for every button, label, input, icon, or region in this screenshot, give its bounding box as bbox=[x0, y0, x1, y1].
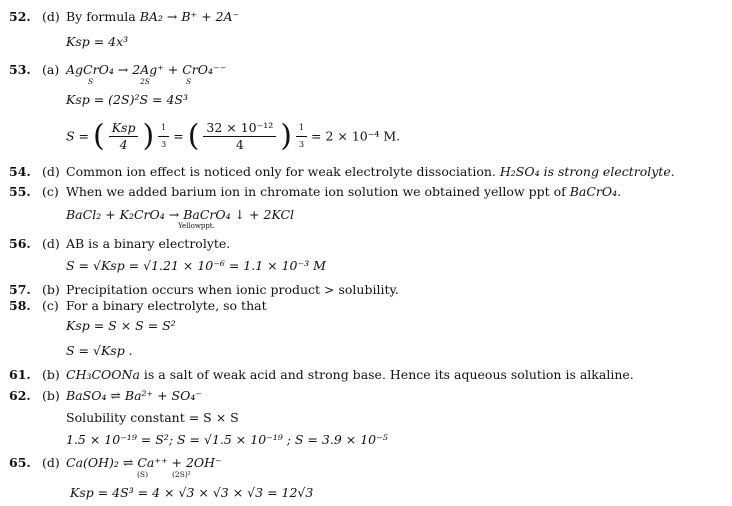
q53-frac-num: Ksp bbox=[109, 120, 139, 137]
q62-option: (b) bbox=[42, 388, 60, 403]
q65-s1: (S) bbox=[137, 470, 148, 479]
q53-exp-num: 1 bbox=[158, 120, 169, 137]
q53-value-den: 4 bbox=[235, 137, 244, 152]
q53-exp2-den: 3 bbox=[298, 140, 305, 149]
q55-option: (c) bbox=[42, 184, 59, 199]
q58-eq1: Ksp = S × S = S² bbox=[66, 318, 176, 333]
q53-paren-open: ( bbox=[93, 118, 105, 154]
q62-equation: BaSO₄ ⇌ Ba²⁺ + SO₄⁻ bbox=[66, 388, 202, 403]
q65-option: (d) bbox=[42, 455, 60, 470]
q53-paren2-close: ) bbox=[280, 118, 292, 154]
q52-option: (d) bbox=[42, 9, 60, 24]
q53-result: = 2 × 10⁻⁴ M. bbox=[311, 128, 401, 144]
q53-exp-den: 3 bbox=[161, 140, 167, 149]
q53-s-label: S = bbox=[66, 128, 90, 144]
q53-paren2-open: ( bbox=[187, 118, 200, 154]
q53-s3: S bbox=[186, 77, 192, 86]
q61-lead: CH₃COONa bbox=[66, 367, 140, 382]
q53-exponent bbox=[158, 120, 169, 153]
q53-solubility bbox=[66, 120, 400, 160]
q61-line bbox=[66, 367, 634, 383]
q58-option: (c) bbox=[42, 298, 59, 313]
q52-number: 52. bbox=[9, 9, 31, 24]
q54-tail: H₂SO₄ is strong electrolyte. bbox=[499, 164, 675, 179]
q65-equation: Ca(OH)₂ ⇌ Ca⁺⁺ + 2OH⁻ bbox=[66, 455, 222, 470]
q53-paren-close: ) bbox=[142, 118, 155, 154]
q53-ksp-fraction bbox=[109, 120, 139, 153]
q53-ksp: Ksp = (2S)²S = 4S³ bbox=[66, 92, 188, 107]
q53-option: (a) bbox=[42, 62, 60, 77]
q62-eq2: 1.5 × 10⁻¹⁹ = S²; S = √1.5 × 10⁻¹⁹ ; S = 3.9 × 10⁻⁵ bbox=[66, 432, 388, 447]
q53-value-num: 32 × 10⁻¹² bbox=[203, 120, 276, 137]
q65-number: 65. bbox=[9, 455, 31, 470]
q57-option: (b) bbox=[42, 282, 60, 297]
q61-number: 61. bbox=[9, 367, 31, 382]
q53-s2: 2S bbox=[140, 77, 150, 86]
q65-ksp: Ksp = 4S³ = 4 × √3 × √3 × √3 = 12√3 bbox=[70, 485, 314, 500]
q54-option: (d) bbox=[42, 164, 60, 179]
q55-note: Yellowppt. bbox=[178, 222, 215, 230]
q55-line bbox=[66, 184, 621, 200]
q53-exp2-num: 1 bbox=[296, 120, 307, 137]
q53-exponent2 bbox=[296, 120, 307, 153]
q54-text: Common ion effect is noticed only for weak electrolyte dissociation. bbox=[66, 164, 496, 179]
q52-text: By formula bbox=[66, 9, 136, 24]
q54-line bbox=[66, 164, 675, 180]
q53-frac-den: 4 bbox=[119, 137, 128, 152]
q55-text: When we added barium ion in chromate ion solution we obtained yellow ppt of bbox=[66, 184, 566, 199]
q62-solubility: Solubility constant = S × S bbox=[66, 410, 239, 425]
q52-equation: BA₂ → B⁺ + 2A⁻ bbox=[139, 9, 240, 24]
q52-ksp: Ksp = 4x³ bbox=[66, 34, 129, 49]
q54-number: 54. bbox=[9, 164, 31, 179]
q53-s1: S bbox=[88, 77, 94, 86]
q53-value-fraction bbox=[203, 120, 276, 153]
q55-tail: BaCrO₄. bbox=[569, 184, 622, 199]
q53-number: 53. bbox=[9, 62, 31, 77]
q53-equation: AgCrO₄ → 2Ag⁺ + CrO₄⁻⁻ bbox=[66, 62, 227, 77]
q55-equation: BaCl₂ + K₂CrO₄ → BaCrO₄ ↓ + 2KCl bbox=[66, 207, 295, 222]
q57-text: Precipitation occurs when ionic product > solubility. bbox=[66, 282, 399, 297]
q53-equals: = bbox=[173, 128, 184, 144]
q58-eq2: S = √Ksp . bbox=[66, 343, 133, 358]
q57-number: 57. bbox=[9, 282, 31, 297]
q56-text: AB is a binary electrolyte. bbox=[66, 236, 231, 251]
q52-line bbox=[66, 9, 239, 25]
q61-option: (b) bbox=[42, 367, 60, 382]
q61-text: is a salt of weak acid and strong base. Hence its aqueous solution is alkaline. bbox=[143, 367, 634, 382]
q65-s2: (2S)² bbox=[172, 470, 191, 479]
q56-equation: S = √Ksp = √1.21 × 10⁻⁶ = 1.1 × 10⁻³ M bbox=[66, 258, 326, 273]
q56-number: 56. bbox=[9, 236, 31, 251]
q55-number: 55. bbox=[9, 184, 31, 199]
q58-number: 58. bbox=[9, 298, 31, 313]
q58-text: For a binary electrolyte, so that bbox=[66, 298, 267, 313]
q62-number: 62. bbox=[9, 388, 31, 403]
q56-option: (d) bbox=[42, 236, 60, 251]
